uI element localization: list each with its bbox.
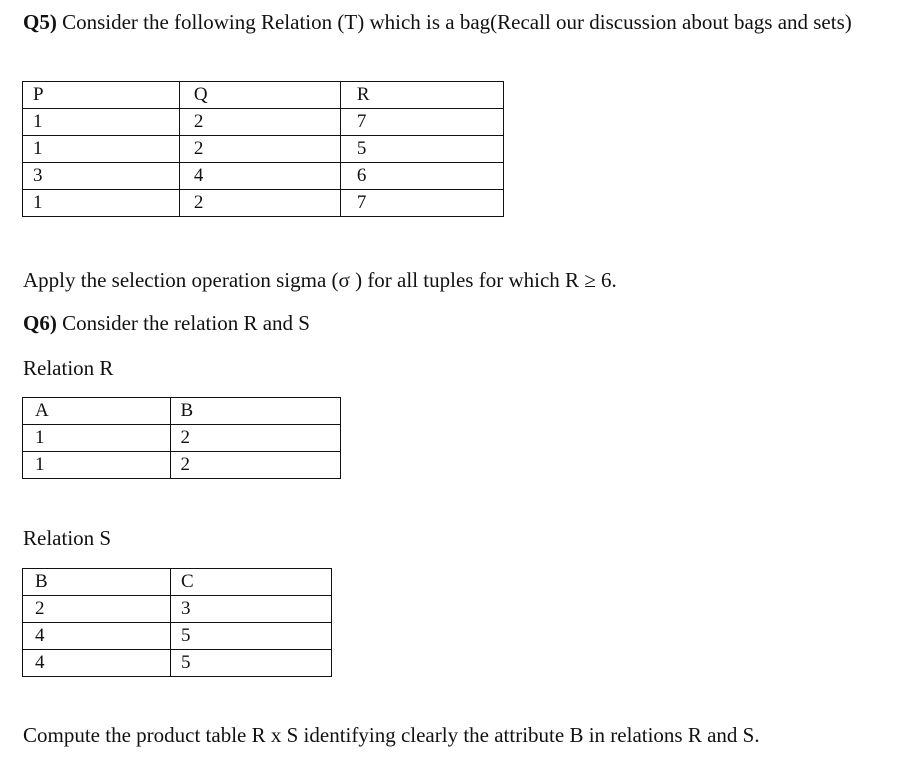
table-header-row	[23, 398, 341, 425]
relation-t-table	[22, 81, 504, 217]
table-row	[23, 163, 504, 190]
table-cell: 1	[23, 109, 180, 136]
table-row	[23, 452, 341, 479]
question-5-instruction: Apply the selection operation sigma (σ ) for all tuples for which R ≥ 6.	[23, 268, 617, 292]
question-6-label: Q6)	[23, 311, 57, 335]
column-header-q: Q	[179, 82, 340, 109]
question-6-instruction: Compute the product table R x S identifying clearly the attribute B in relations R and S.	[23, 723, 760, 747]
question-5-text: Consider the following Relation (T) which is a bag(Recall our discussion about bags and sets)	[56, 10, 852, 34]
table-cell: 2	[179, 190, 340, 217]
table-cell: 1	[23, 136, 180, 163]
table-cell: 1	[23, 452, 171, 479]
table-cell: 5	[171, 650, 332, 677]
table-cell: 7	[340, 190, 503, 217]
table-cell: 1	[23, 425, 171, 452]
relation-s-table	[22, 568, 332, 677]
table-cell: 5	[171, 623, 332, 650]
table-cell: 2	[170, 452, 340, 479]
relation-s-title: Relation S	[23, 526, 112, 550]
table-row	[23, 623, 332, 650]
table-cell: 4	[23, 623, 171, 650]
column-header-c: C	[171, 569, 332, 596]
table-row	[23, 136, 504, 163]
column-header-a: A	[23, 398, 171, 425]
table-row	[23, 190, 504, 217]
table-cell: 2	[179, 109, 340, 136]
table-cell: 2	[23, 596, 171, 623]
table-row	[23, 109, 504, 136]
table-cell: 3	[171, 596, 332, 623]
question-5-label: Q5)	[23, 10, 57, 34]
column-header-p: P	[23, 82, 180, 109]
question-6-text: Consider the relation R and S	[56, 311, 310, 335]
table-cell: 4	[23, 650, 171, 677]
table-row	[23, 650, 332, 677]
table-cell: 1	[23, 190, 180, 217]
table-cell: 3	[23, 163, 180, 190]
question-6-heading	[23, 309, 310, 337]
column-header-r: R	[340, 82, 503, 109]
table-cell: 7	[340, 109, 503, 136]
table-cell: 2	[170, 425, 340, 452]
relation-r-table	[22, 397, 341, 479]
table-row	[23, 425, 341, 452]
table-cell: 5	[340, 136, 503, 163]
column-header-b: B	[23, 569, 171, 596]
table-row	[23, 596, 332, 623]
question-5-heading	[23, 8, 883, 36]
table-header-row	[23, 569, 332, 596]
table-cell: 2	[179, 136, 340, 163]
table-header-row	[23, 82, 504, 109]
column-header-b: B	[170, 398, 340, 425]
relation-r-title: Relation R	[23, 356, 114, 380]
table-cell: 6	[340, 163, 503, 190]
table-cell: 4	[179, 163, 340, 190]
